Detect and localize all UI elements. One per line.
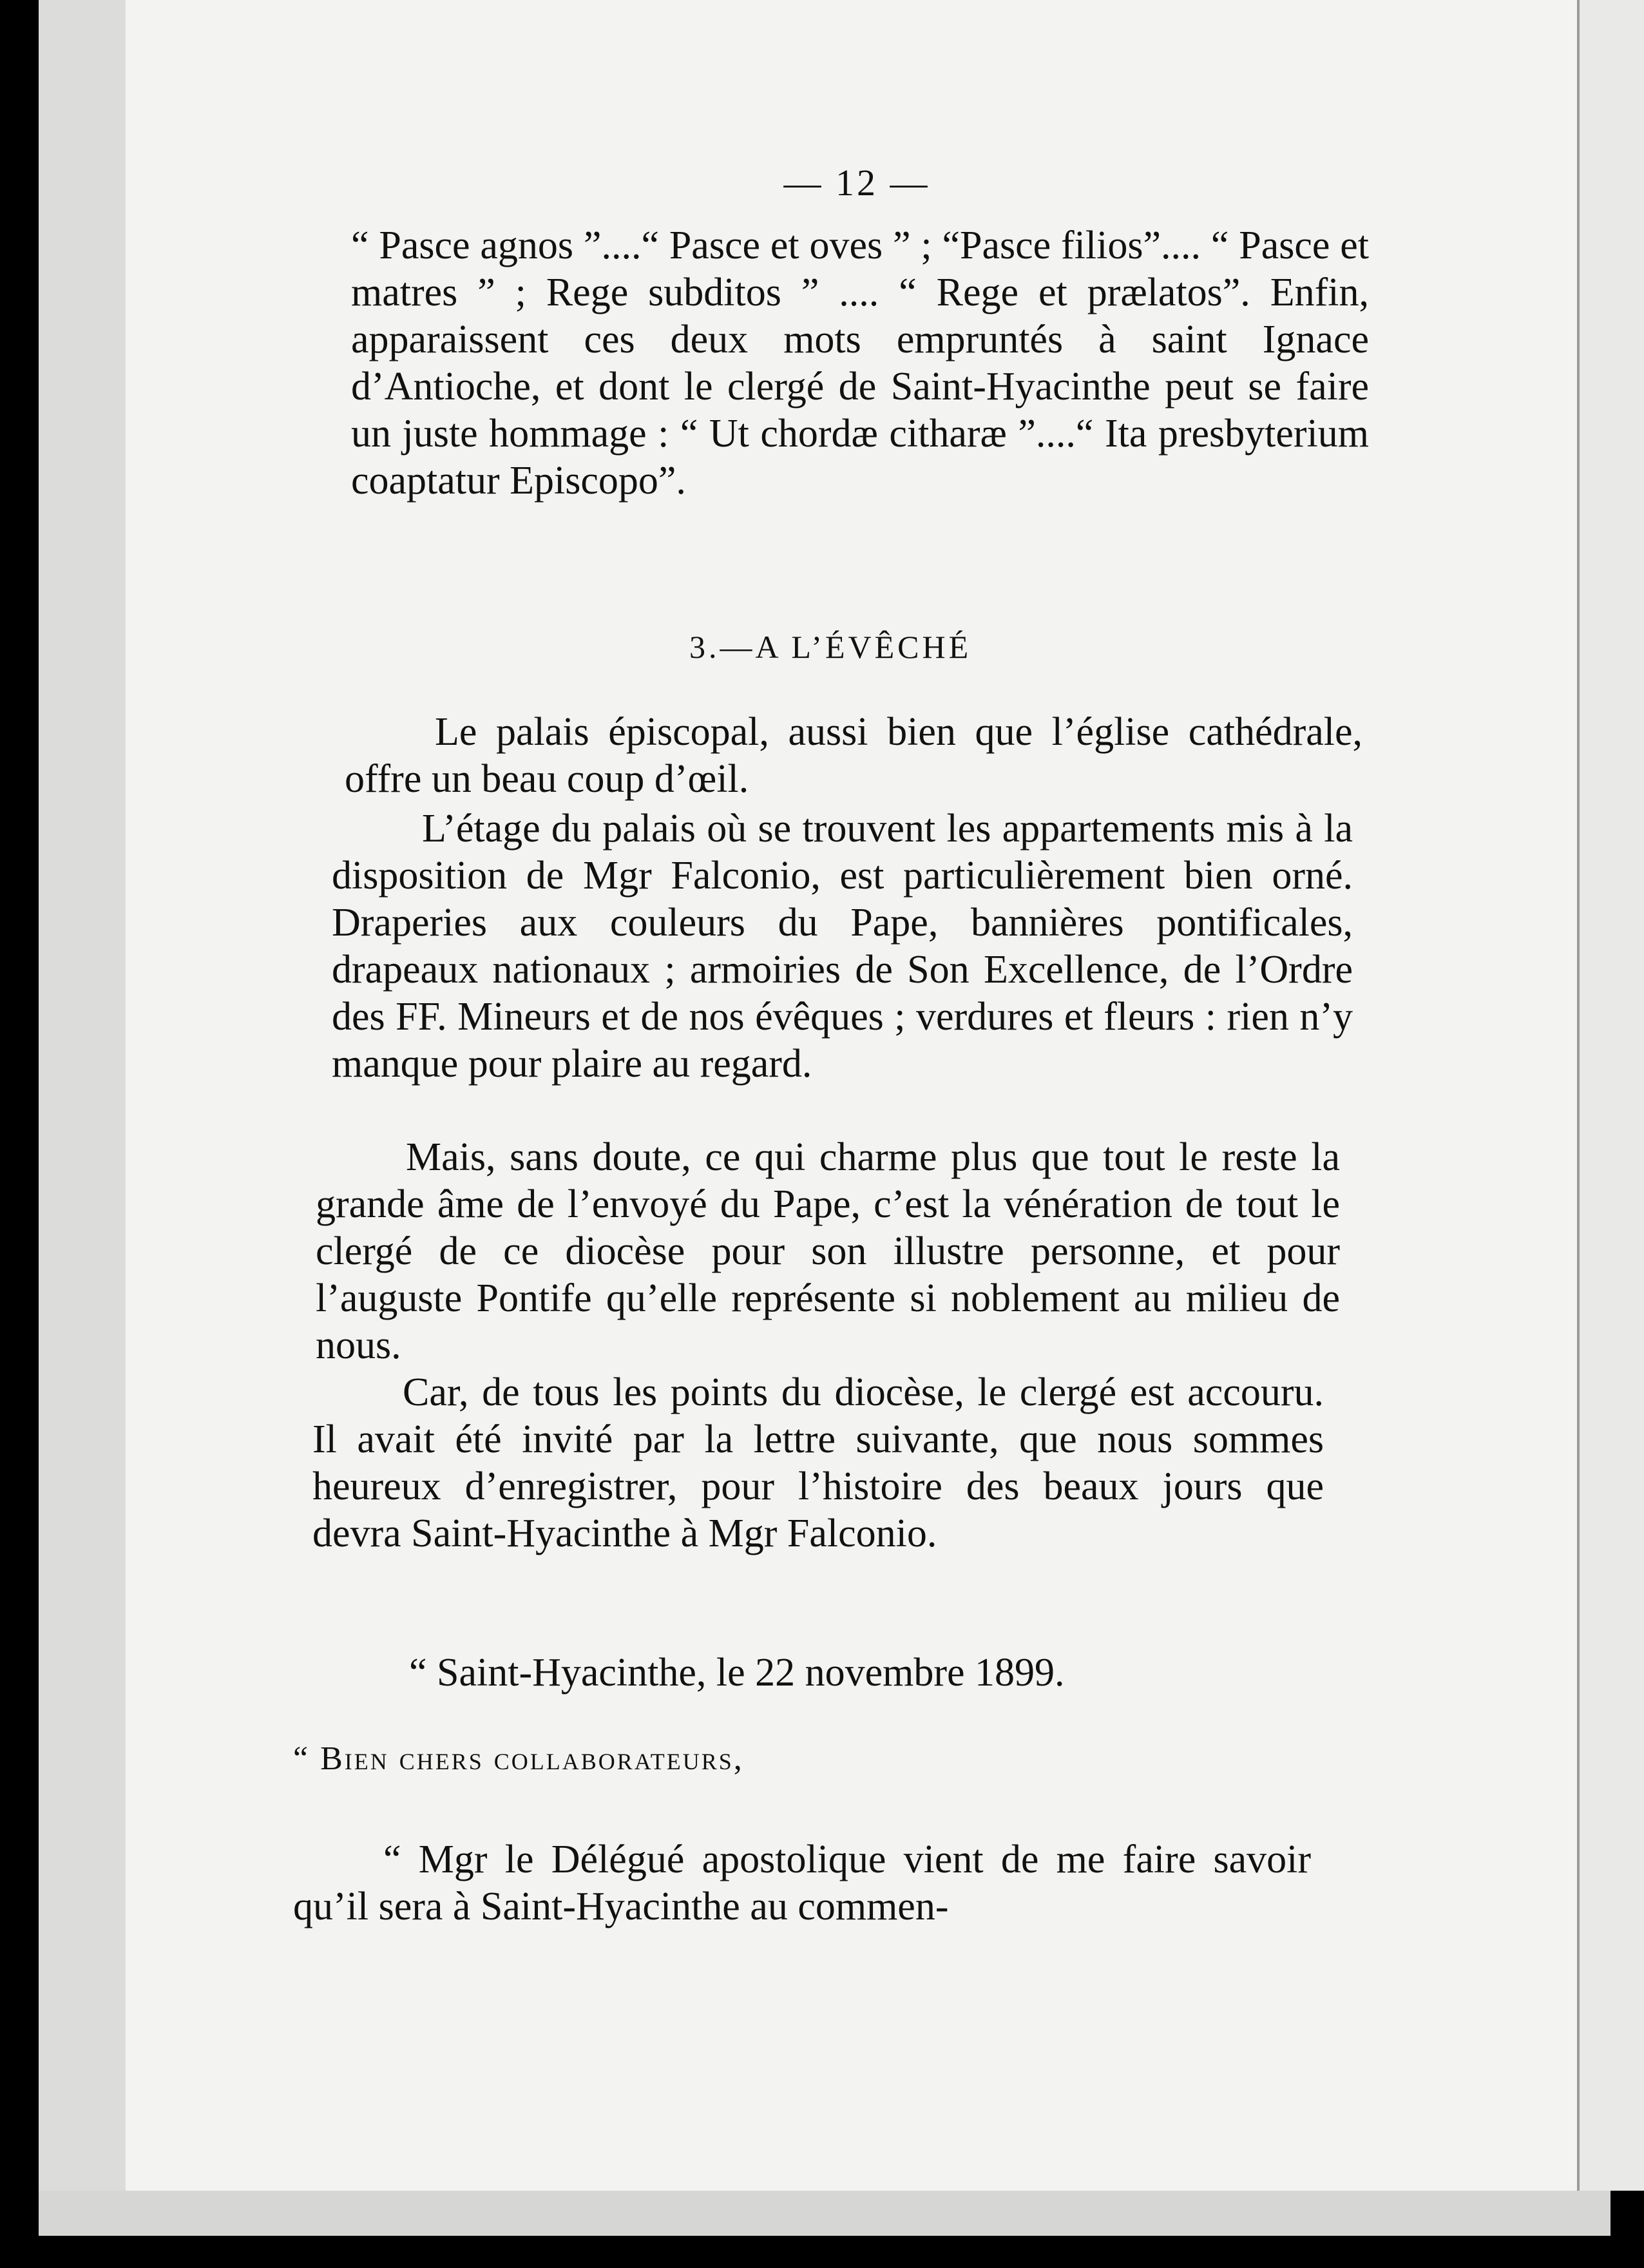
paragraph-clerge: Car, de tous les points du diocèse, le clergé est accouru. Il avait été invité par la lettre suivante, que nous sommes heureux d’enregistrer, pour l’histoire des beaux jours que devra Saint-Hyacinthe à Mgr Falconio.: [312, 1370, 1324, 1555]
paragraph-etage: L’étage du palais où se trouvent les appartements mis à la disposition de Mgr Falconio, est particulièrement bien orné. Draperies aux couleurs du Pape, bannières pontificales, drapeaux nationaux ; armoiries de Son Excellence, de l’Ordre des FF. Mineurs et de nos évêques ; verdures et fleurs : rien n’y manque pour plaire au regard.: [332, 807, 1353, 1086]
paragraph-palais: Le palais épiscopal, aussi bien que l’église cathédrale, offre un beau coup d’œil.: [345, 710, 1362, 801]
letter-dateline: “ Saint-Hyacinthe, le 22 novembre 1899.: [409, 1651, 1065, 1695]
letter-opening: “ Mgr le Délégué apostolique vient de me faire savoir qu’il sera à Saint-Hyacinthe au commen-: [293, 1838, 1311, 1928]
letter-salutation: “ Bien chers collaborateurs,: [293, 1740, 744, 1777]
page-number: — 12 —: [783, 162, 930, 204]
paragraph-latin-quotes: “ Pasce agnos ”....“ Pasce et oves ” ; “Pasce filios”.... “ Pasce et matres ” ; Rege subditos ” .... “ Rege et prælatos”. Enfin, apparaissent ces deux mots empruntés à saint Ignace d’Antioche, et dont le clergé de Saint-Hyacinthe peut se faire un juste hommage : “ Ut chordæ citharæ ”....“ Ita presbyterium coaptatur Episcopo”.: [351, 224, 1369, 503]
section-heading: 3.—A L’ÉVÊCHÉ: [689, 629, 972, 665]
paragraph-veneration: Mais, sans doute, ce qui charme plus que tout le reste la grande âme de l’envoyé du Pape, c’est la vénération de tout le clergé de ce diocèse pour son illustre personne, et pour l’auguste Pontife qu’elle représente si noblement au milieu de nous.: [316, 1135, 1340, 1367]
